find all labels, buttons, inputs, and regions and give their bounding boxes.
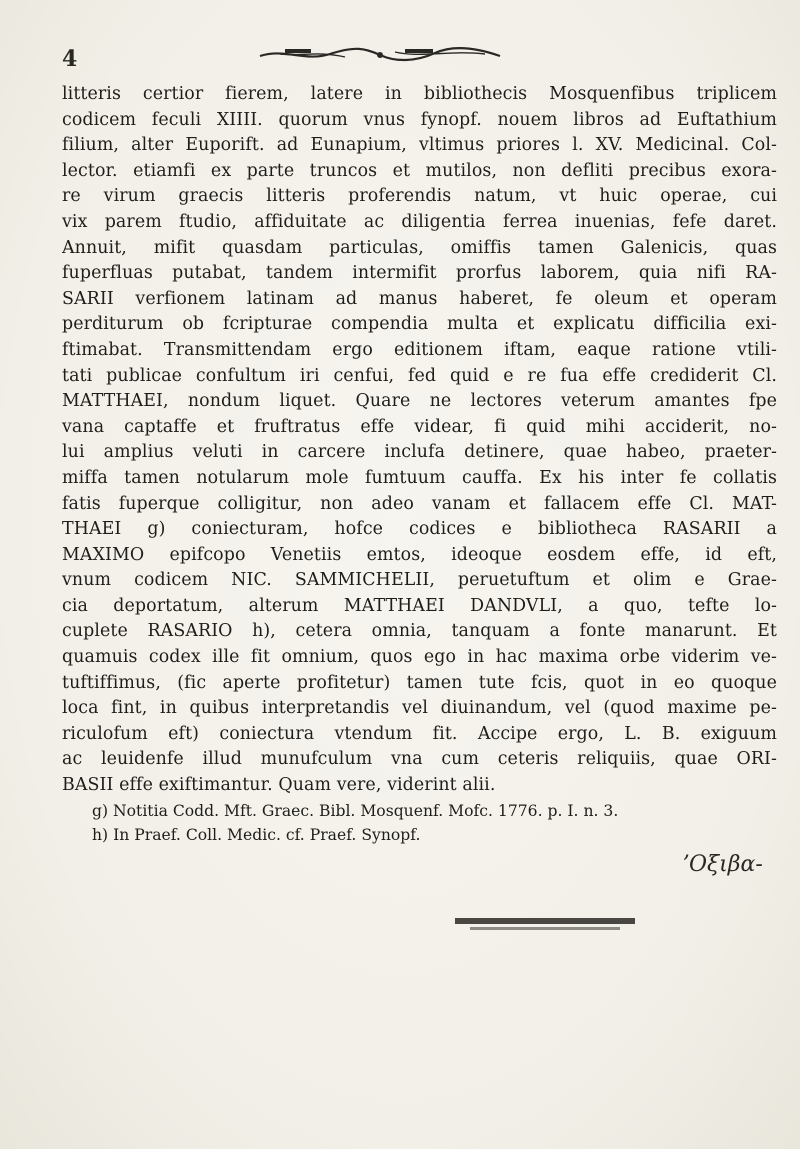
text-line-24: tuftiffimus, (fic aperte profitetur) tamen tute fcis, quot in eo quoque <box>62 672 777 693</box>
header-ornament <box>255 44 505 64</box>
footnote-h: h) In Praef. Coll. Medic. cf. Praef. Synopf. <box>92 826 421 844</box>
text-line-3: filium, alter Euporift. ad Eunapium, vltimus priores l. XV. Medicinal. Col- <box>62 135 777 156</box>
text-line-23: quamuis codex ille fit omnium, quos ego in hac maxima orbe viderim ve- <box>62 647 777 668</box>
footnote-g: g) Notitia Codd. Mft. Graec. Bibl. Mosquenf. Mofc. 1776. p. I. n. 3. <box>92 802 619 820</box>
text-line-20: vnum codicem NIC. SAMMICHELII, peruetuftum et olim e Grae- <box>62 570 777 591</box>
text-line-25: loca fint, in quibus interpretandis vel diuinandum, vel (quod maxime pe- <box>62 698 777 719</box>
text-line-9: SARII verfionem latinam ad manus haberet, fe oleum et operam <box>62 288 777 309</box>
text-line-28: BASII effe exiftimantur. Quam vere, viderint alii. <box>62 775 496 796</box>
text-line-4: lector. etiamfi ex parte truncos et mutilos, non defliti precibus exora- <box>62 160 777 181</box>
text-line-11: ftimabat. Transmittendam ergo editionem iftam, eaque ratione vtili- <box>62 339 777 360</box>
text-line-27: ac leuidenfe illud munufculum vna cum ceteris reliquiis, quae ORI- <box>62 749 777 770</box>
text-line-2: codicem feculi XIIII. quorum vnus fynopf. nouem libros ad Euftathium <box>62 109 777 130</box>
text-line-26: riculofum eft) coniectura vtendum fit. Accipe ergo, L. B. exiguum <box>62 723 777 744</box>
text-line-1: litteris certior fierem, latere in bibliothecis Mosquenfibus triplicem <box>62 84 777 104</box>
text-line-16: miffa tamen notularum mole fumtuum cauffa. Ex his inter fe collatis <box>62 467 777 488</box>
text-line-5: re virum graecis litteris proferendis natum, vt huic operae, cui <box>62 186 777 207</box>
text-line-21: cia deportatum, alterum MATTHAEI DANDVLI, a quo, tefte lo- <box>62 595 777 616</box>
page-number: 4 <box>62 46 78 72</box>
text-line-22: cuplete RASARIO h), cetera omnia, tanquam a fonte manarunt. Et <box>62 621 777 642</box>
text-line-15: lui amplius veluti in carcere inclufa detinere, quae habeo, praeter- <box>62 442 777 463</box>
text-line-6: vix parem ftudio, affiduitate ac diligentia ferrea inuenias, fefe daret. <box>62 211 777 232</box>
text-line-7: Annuit, mifit quasdam particulas, omiffis tamen Galenicis, quas <box>62 237 777 258</box>
text-line-14: vana captaffe et fruftratus effe videar, fi quid mihi acciderit, no- <box>62 416 777 437</box>
text-line-18: THAEI g) coniecturam, hofce codices e bibliotheca RASARII a <box>62 519 777 540</box>
text-line-8: fuperfluas putabat, tandem intermifit prorfus laborem, quia nifi RA- <box>62 263 777 284</box>
text-line-10: perditurum ob fcripturae compendia multa et explicatu difficilia exi- <box>62 314 777 335</box>
bottom-rule <box>455 918 635 924</box>
footnotes <box>92 799 732 847</box>
text-line-12: tati publicae confultum iri cenfui, fed quid e re fua effe crediderit Cl. <box>62 365 777 386</box>
text-line-17: fatis fuperque colligitur, non adeo vanam et fallacem effe Cl. MAT- <box>62 493 777 514</box>
bottom-rule-secondary <box>470 927 620 930</box>
text-line-13: MATTHAEI, nondum liquet. Quare ne lectores veterum amantes fpe <box>62 391 777 412</box>
catchword: ʼΟξιβα- <box>682 852 763 877</box>
text-line-19: MAXIMO epifcopo Venetiis emtos, ideoque eosdem effe, id eft, <box>62 544 777 565</box>
main-paragraph <box>62 82 777 799</box>
